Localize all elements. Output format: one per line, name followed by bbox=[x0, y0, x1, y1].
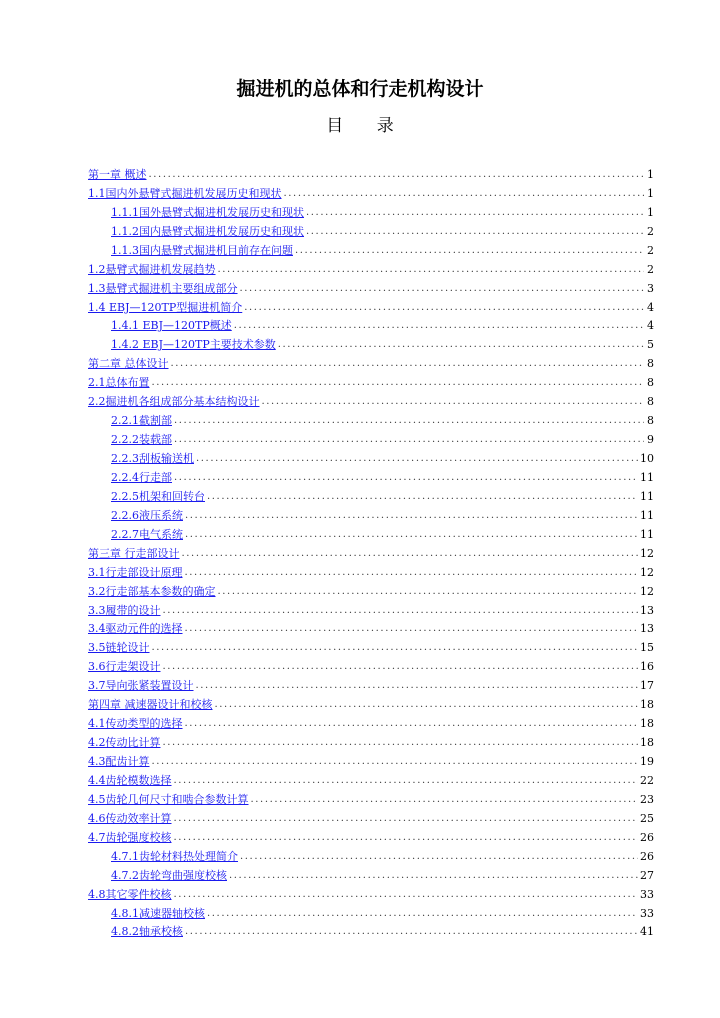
toc-dot-leader bbox=[174, 812, 639, 826]
toc-dot-leader bbox=[152, 641, 639, 655]
toc-entry[interactable] bbox=[88, 693, 654, 712]
toc-dot-leader bbox=[174, 831, 639, 845]
toc-entry-link[interactable]: 1.2悬臂式掘进机发展趋势 bbox=[88, 262, 216, 276]
toc-page-number: 16 bbox=[640, 660, 654, 674]
toc-page-number: 12 bbox=[640, 565, 654, 579]
document-title: 掘进机的总体和行走机构设计 bbox=[236, 78, 484, 100]
toc-dot-leader bbox=[278, 338, 644, 352]
toc-dot-leader bbox=[284, 187, 645, 201]
toc-dot-leader bbox=[185, 509, 638, 523]
toc-page-number: 33 bbox=[640, 906, 654, 920]
toc-page-number: 2 bbox=[647, 224, 654, 238]
toc-entry[interactable] bbox=[88, 201, 654, 220]
toc-entry-link[interactable]: 2.1总体布置 bbox=[88, 376, 150, 390]
toc-entry[interactable] bbox=[88, 428, 654, 447]
toc-entry-link[interactable]: 第四章 减速器设计和校核 bbox=[88, 698, 213, 712]
toc-entry-link[interactable]: 1.4 EBJ—120TP型掘进机简介 bbox=[88, 300, 243, 314]
toc-page-number: 11 bbox=[640, 508, 654, 522]
toc-dot-leader bbox=[174, 774, 639, 788]
toc-page-number: 8 bbox=[647, 395, 654, 409]
toc-entry-link[interactable]: 4.3配齿计算 bbox=[88, 755, 150, 768]
toc-dot-leader bbox=[295, 244, 644, 258]
toc-dot-leader bbox=[163, 660, 639, 674]
toc-page-number: 4 bbox=[647, 319, 654, 333]
toc-dot-leader bbox=[152, 755, 639, 769]
toc-entry[interactable] bbox=[88, 466, 654, 485]
toc-entry[interactable] bbox=[88, 618, 654, 637]
toc-dot-leader bbox=[229, 869, 638, 883]
toc-dot-leader bbox=[174, 471, 638, 485]
toc-dot-leader bbox=[185, 717, 639, 731]
toc-page-number: 2 bbox=[647, 243, 654, 257]
toc-entry-link[interactable]: 4.8其它零件校核 bbox=[88, 887, 172, 901]
toc-entry-link[interactable]: 4.6传动效率计算 bbox=[88, 811, 172, 825]
toc-entry[interactable] bbox=[88, 845, 654, 864]
toc-entry-link[interactable]: 2.2.3刮板输送机 bbox=[111, 452, 194, 465]
toc-entry[interactable] bbox=[88, 315, 654, 334]
toc-page-number: 26 bbox=[640, 849, 654, 863]
toc-dot-leader bbox=[234, 319, 644, 333]
toc-entry[interactable] bbox=[88, 258, 654, 277]
toc-entry[interactable] bbox=[88, 561, 654, 580]
toc-entry[interactable] bbox=[88, 580, 654, 599]
toc-dot-leader bbox=[185, 622, 639, 636]
toc-dot-leader bbox=[182, 547, 639, 561]
toc-dot-leader bbox=[152, 376, 645, 390]
toc-page-number: 26 bbox=[640, 830, 654, 844]
toc-page-number: 18 bbox=[640, 698, 654, 712]
toc-entry-link[interactable]: 1.4.2 EBJ—120TP主要技术参数 bbox=[111, 338, 276, 352]
toc-page-number: 1 bbox=[647, 205, 654, 219]
toc-page-number: 8 bbox=[647, 357, 654, 371]
toc-entry-link[interactable]: 3.5链轮设计 bbox=[88, 641, 150, 655]
toc-entry[interactable] bbox=[88, 712, 654, 731]
toc-heading: 目 录 bbox=[326, 116, 408, 136]
toc-page-number: 22 bbox=[640, 773, 654, 787]
toc-entry-link[interactable]: 第二章 总体设计 bbox=[88, 357, 169, 371]
toc-entry[interactable] bbox=[88, 864, 654, 883]
toc-page-number: 12 bbox=[640, 584, 654, 598]
toc-entry-link[interactable]: 3.3履带的设计 bbox=[88, 603, 161, 617]
toc-entry-link[interactable]: 2.2.4行走部 bbox=[111, 470, 172, 484]
toc-dot-leader bbox=[174, 414, 644, 428]
toc-dot-leader bbox=[244, 301, 644, 315]
toc-page-number: 15 bbox=[640, 641, 654, 655]
toc-dot-leader bbox=[218, 585, 639, 599]
toc-page-number: 1 bbox=[647, 167, 654, 181]
toc-dot-leader bbox=[185, 925, 638, 939]
toc-page-number: 5 bbox=[647, 338, 654, 352]
toc-page-number: 3 bbox=[647, 281, 654, 295]
toc-entry[interactable] bbox=[88, 371, 654, 390]
toc-entry[interactable] bbox=[88, 807, 654, 826]
toc-dot-leader bbox=[240, 850, 638, 864]
toc-entry-link[interactable]: 4.5齿轮几何尺寸和啮合参数计算 bbox=[88, 792, 249, 806]
toc-entry[interactable] bbox=[88, 504, 654, 523]
toc-dot-leader bbox=[196, 452, 638, 466]
toc-entry-link[interactable]: 1.1国内外悬臂式掘进机发展历史和现状 bbox=[88, 186, 282, 200]
toc-entry[interactable] bbox=[88, 220, 654, 239]
toc-dot-leader bbox=[207, 907, 638, 921]
toc-entry-link[interactable]: 2.2.6液压系统 bbox=[111, 508, 183, 522]
toc-entry-link[interactable]: 2.2.7电气系统 bbox=[111, 527, 183, 541]
toc-entry[interactable] bbox=[88, 239, 654, 258]
toc-entry-link[interactable]: 3.1行走部设计原理 bbox=[88, 565, 183, 579]
toc-page-number: 18 bbox=[640, 736, 654, 750]
toc-page-number: 13 bbox=[640, 603, 654, 617]
toc-entry-link[interactable]: 2.2.2装载部 bbox=[111, 433, 172, 447]
toc-entry[interactable] bbox=[88, 277, 654, 296]
toc-page-number: 12 bbox=[640, 546, 654, 560]
toc-page-number: 9 bbox=[647, 433, 654, 447]
toc-entry[interactable] bbox=[88, 655, 654, 674]
toc-entry[interactable] bbox=[88, 636, 654, 655]
toc-entry-link[interactable]: 4.7.1齿轮材料热处理简介 bbox=[111, 849, 238, 863]
toc-dot-leader bbox=[163, 604, 639, 618]
toc-entry[interactable] bbox=[88, 826, 654, 845]
toc-entry-link[interactable]: 1.4.1 EBJ—120TP概述 bbox=[111, 319, 232, 333]
toc-page-number: 11 bbox=[640, 489, 654, 503]
toc-entry[interactable] bbox=[88, 731, 654, 750]
toc-entry[interactable] bbox=[88, 523, 654, 542]
toc-dot-leader bbox=[240, 282, 645, 296]
toc-page-number: 1 bbox=[647, 186, 654, 200]
toc-page-number: 8 bbox=[647, 414, 654, 428]
toc-entry-link[interactable]: 1.1.1国外悬臂式掘进机发展历史和现状 bbox=[111, 205, 304, 219]
toc-entry[interactable] bbox=[88, 542, 654, 561]
toc-entry[interactable] bbox=[88, 902, 654, 921]
toc-dot-leader bbox=[185, 566, 639, 580]
toc-dot-leader bbox=[171, 357, 645, 371]
toc-dot-leader bbox=[262, 395, 645, 409]
toc-entry[interactable] bbox=[88, 788, 654, 807]
toc-entry[interactable] bbox=[88, 674, 654, 693]
toc-dot-leader bbox=[174, 433, 644, 447]
toc-entry[interactable] bbox=[88, 182, 654, 201]
toc-dot-leader bbox=[163, 736, 639, 750]
toc-entry-link[interactable]: 2.2掘进机各组成部分基本结构设计 bbox=[88, 395, 260, 409]
toc-entry-link[interactable]: 3.7导向张紧装置设计 bbox=[88, 679, 194, 693]
toc-page-number: 27 bbox=[640, 868, 654, 882]
toc-entry-link[interactable]: 4.1传动类型的选择 bbox=[88, 717, 183, 731]
toc-entry-link[interactable]: 2.2.1截割部 bbox=[111, 414, 172, 428]
toc-dot-leader bbox=[306, 206, 644, 220]
toc-entry-link[interactable]: 3.4驱动元件的选择 bbox=[88, 622, 183, 636]
toc-entry[interactable] bbox=[88, 409, 654, 428]
table-of-contents bbox=[88, 163, 654, 939]
toc-entry-link[interactable]: 第三章 行走部设计 bbox=[88, 546, 180, 560]
toc-dot-leader bbox=[207, 490, 638, 504]
toc-dot-leader bbox=[218, 263, 645, 277]
toc-dot-leader bbox=[174, 888, 639, 902]
toc-page-number: 11 bbox=[640, 470, 654, 484]
toc-entry-link[interactable]: 3.6行走架设计 bbox=[88, 660, 161, 674]
toc-entry-link[interactable]: 4.8.1减速器轴校核 bbox=[111, 906, 205, 920]
toc-dot-leader bbox=[149, 168, 645, 182]
toc-page-number: 18 bbox=[640, 717, 654, 731]
toc-entry[interactable] bbox=[88, 163, 654, 182]
toc-entry-link[interactable]: 2.2.5机架和回转台 bbox=[111, 489, 205, 503]
toc-entry[interactable] bbox=[88, 883, 654, 902]
toc-entry[interactable] bbox=[88, 921, 654, 940]
toc-entry[interactable] bbox=[88, 296, 654, 315]
toc-entry[interactable] bbox=[88, 485, 654, 504]
toc-page-number: 2 bbox=[647, 262, 654, 276]
toc-page-number: 19 bbox=[640, 755, 654, 768]
toc-entry[interactable] bbox=[88, 599, 654, 618]
toc-dot-leader bbox=[185, 528, 638, 542]
toc-entry-link[interactable]: 4.7齿轮强度校核 bbox=[88, 830, 172, 844]
toc-page-number: 11 bbox=[640, 527, 654, 541]
toc-page-number: 4 bbox=[647, 300, 654, 314]
toc-entry-link[interactable]: 3.2行走部基本参数的确定 bbox=[88, 584, 216, 598]
toc-entry-link[interactable]: 1.3悬臂式掘进机主要组成部分 bbox=[88, 281, 238, 295]
toc-page-number: 33 bbox=[640, 887, 654, 901]
toc-dot-leader bbox=[306, 225, 644, 239]
toc-entry-link[interactable]: 1.1.2国内悬臂式掘进机发展历史和现状 bbox=[111, 224, 304, 238]
toc-page-number: 8 bbox=[647, 376, 654, 390]
toc-entry-link[interactable]: 1.1.3国内悬臂式掘进机目前存在问题 bbox=[111, 243, 293, 257]
toc-entry-link[interactable]: 4.8.2轴承校核 bbox=[111, 925, 183, 939]
toc-entry[interactable] bbox=[88, 447, 654, 466]
toc-entry-link[interactable]: 第一章 概述 bbox=[88, 167, 147, 181]
toc-page-number: 13 bbox=[640, 622, 654, 636]
toc-entry-link[interactable]: 4.7.2齿轮弯曲强度校核 bbox=[111, 868, 227, 882]
toc-entry-link[interactable]: 4.2传动比计算 bbox=[88, 736, 161, 750]
toc-page-number: 10 bbox=[640, 452, 654, 465]
toc-page-number: 23 bbox=[640, 792, 654, 806]
toc-entry[interactable] bbox=[88, 352, 654, 371]
toc-entry[interactable] bbox=[88, 750, 654, 769]
toc-dot-leader bbox=[196, 679, 639, 693]
toc-page-number: 41 bbox=[640, 925, 654, 939]
toc-page-number: 25 bbox=[640, 811, 654, 825]
toc-dot-leader bbox=[215, 698, 639, 712]
toc-entry-link[interactable]: 4.4齿轮模数选择 bbox=[88, 773, 172, 787]
toc-entry[interactable] bbox=[88, 769, 654, 788]
toc-entry[interactable] bbox=[88, 390, 654, 409]
toc-entry[interactable] bbox=[88, 333, 654, 352]
toc-page-number: 17 bbox=[640, 679, 654, 693]
toc-dot-leader bbox=[251, 793, 639, 807]
